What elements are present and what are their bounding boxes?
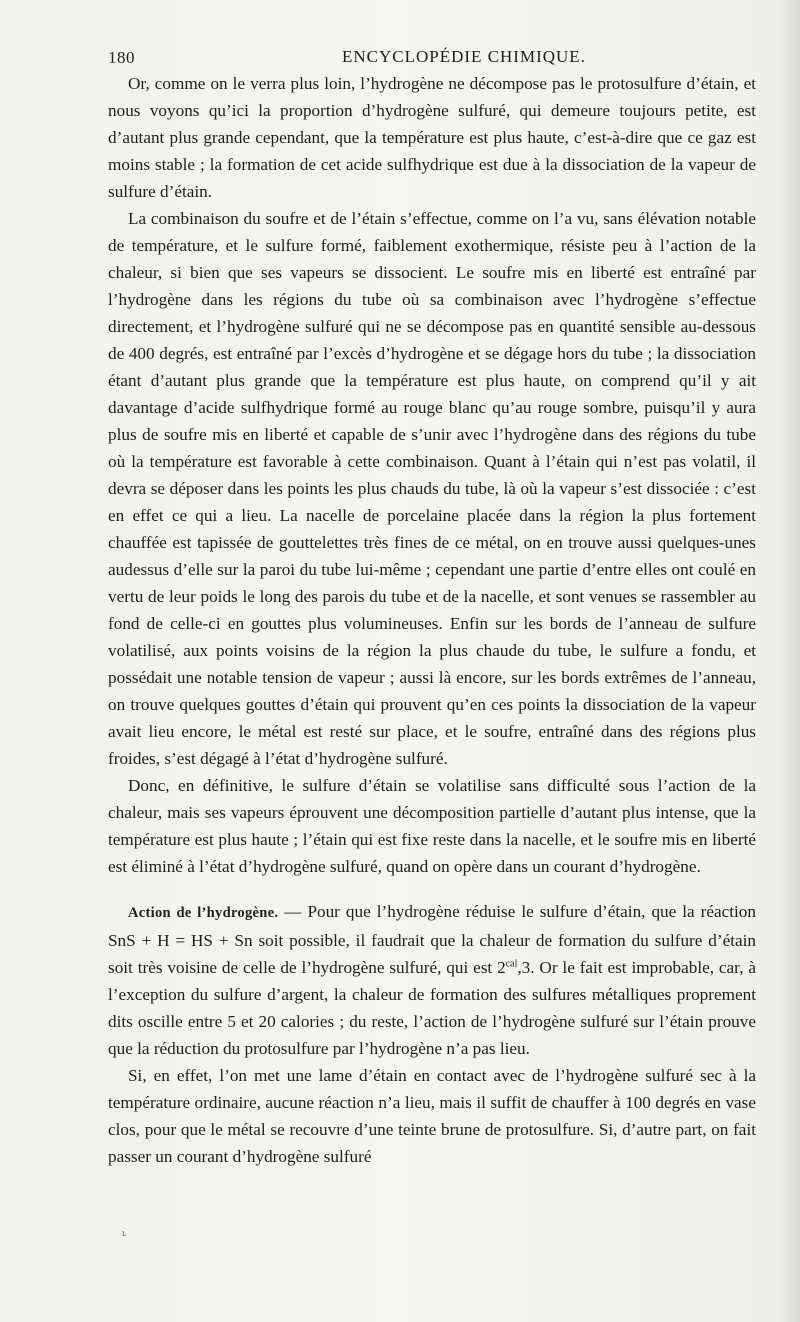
paragraph-4 — [108, 898, 756, 1062]
page-header — [108, 44, 756, 72]
paragraph-5: Si, en effet, l’on met une lame d’étain en contact avec de l’hydrogène sulfuré sec à la température ordinaire, aucune réaction n’a lieu, mais il suffit de chauffer à 100 degrés en vase clos, pour que le métal se recouvre d’une teinte brune de protosulfure. Si, d’autre part, on fait passer un courant d’hydrogène sulfuré — [108, 1066, 756, 1166]
main-text-block — [108, 70, 756, 880]
paragraph-1: Or, comme on le verra plus loin, l’hydrogène ne décompose pas le protosulfure d’étain, et nous voyons qu’ici la proportion d’hydrogène sulfuré, qui demeure toujours petite, est d’autant plus grande cependant, que la température est plus haute, c’est-à-dire que ce gaz est moins stable ; la formation de cet acide sulfhydrique est due à la dissociation de la vapeur de sulfure d’étain. — [108, 74, 756, 201]
running-title: ENCYCLOPÉDIE CHIMIQUE. — [342, 47, 586, 66]
paragraph-3: Donc, en définitive, le sulfure d’étain se volatilise sans difficulté sous l’action de la chaleur, mais ses vapeurs éprouvent une décomposition partielle d’autant plus intense, que la température est plus haute ; l’étain qui est fixe reste dans la nacelle, et le soufre mis en liberté est éliminé à l’état d’hydrogène sulfuré, quand on opère dans un courant d’hydrogène. — [108, 776, 756, 876]
page-number: 180 — [108, 48, 135, 67]
paragraph-4-part-2: ,3. Or le fait est improbable, car, à l’exception du sulfure d’argent, la chaleur de formation des sulfures métalliques proprement dits oscille entre 5 et 20 calories ; du reste, l’action de l’hydrogène sulfuré sur l’étain prouve que la réduction du protosulfure par l’hydrogène n’a pas lieu. — [108, 958, 757, 1058]
paragraph-2: La combinaison du soufre et de l’étain s’effectue, comme on l’a vu, sans élévation notable de température, et le sulfure formé, faiblement exothermique, résiste peu à l’action de la chaleur, si bien que ses vapeurs se dissocient. Le soufre mis en liberté est entraîné par l’hydrogène dans les régions du tube où sa combinaison avec l’hydrogène s’effectue directement, et l’hydrogène sulfuré qui ne se décompose pas en quantité sensible au-dessous de 400 degrés, est entraîné par l’excès d’hydrogène et se dégage hors du tube ; la dissociation étant d’autant plus grande que la température est plus haute, on comprend qu’il y ait davantage d’acide sulfhydrique formé au rouge blanc qu’au rouge sombre, puisqu’il y aura plus de soufre mis en liberté et capable de s’unir avec l’hydrogène dans des régions du tube où la température est favorable à cette combinaison. Quant à l’étain qui n’est pas volatil, il devra se déposer dans les points les plus chauds du tube, là où la vapeur s’est dissociée : c’est en effet ce qui a lieu. La nacelle de porcelaine placée dans la région la plus fortement chauffée est tapissée de gouttelettes très fines de ce métal, on en trouve aussi quelques-unes audessus d’elle sur la paroi du tube lui-même ; cependant une partie d’entre elles ont coulé en vertu de leur poids le long des parois du tube et de la nacelle, et sont venues se rassembler au fond de celle-ci en gouttes plus volumineuses. Enfin sur les bords de l’anneau de sulfure volatilisé, aux points voisins de la région la plus chaude du tube, le sulfure a fondu, et possédait une notable tension de vapeur ; aussi là encore, sur les bords extrêmes de l’anneau, on trouve quelques gouttes d’étain qui prouvent qu’en ces points la dissociation de la vapeur avait lieu encore, le métal est resté sur place, et le soufre, entraîné dans des régions plus froides, s’est dégagé à l’état d’hydrogène sulfuré. — [108, 209, 756, 768]
page-edge-shadow — [778, 0, 800, 1322]
calorie-superscript: cal — [505, 958, 518, 970]
stray-mark: ʟ — [122, 1228, 127, 1239]
section-text-block — [108, 898, 756, 1170]
paragraph-4-part-1: — Pour que l’hydrogène réduise le sulfure d’étain, que la réaction SnS + H = HS + Sn soit possible, il faudrait que la chaleur de formation du sulfure d’étain soit très voisine de celle de l’hydrogène sulfuré, qui est 2 — [108, 902, 756, 977]
section-heading: Action de l’hydrogène. — [128, 905, 279, 921]
